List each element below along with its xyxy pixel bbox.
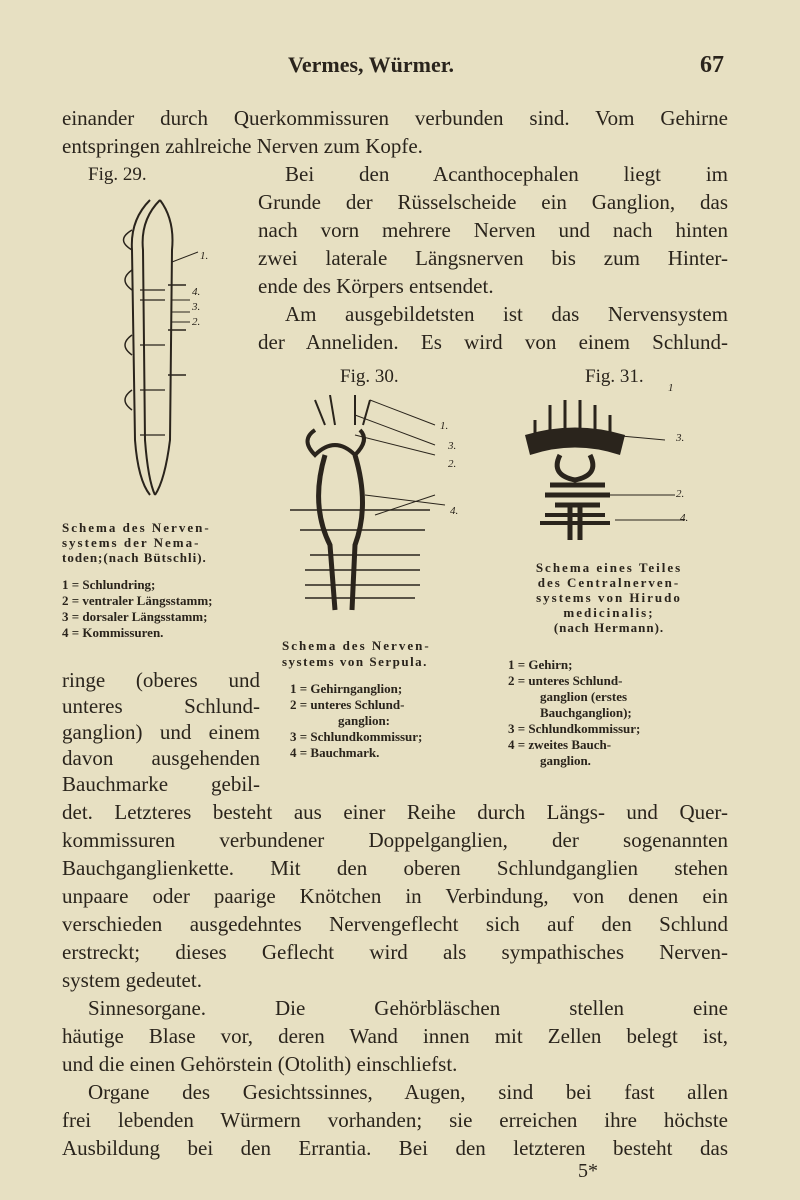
fig30-legend: 2 = unteres Schlund- <box>290 697 405 712</box>
body-line: Am ausgebildetsten ist das Nervensystem <box>285 302 728 326</box>
fig31-legend: 2 = unteres Schlund- <box>508 673 623 688</box>
fig29-legend: 2 = ventraler Längsstamm; <box>62 593 213 608</box>
body-line: entspringen zahlreiche Nerven zum Kopfe. <box>62 134 423 158</box>
fig29-legend: 1 = Schlundring; <box>62 577 156 592</box>
fig30-caption: Schema des Nerven- <box>282 638 431 653</box>
body-line: Bauchmarke gebil- <box>62 772 260 796</box>
body-line: unpaare oder paarige Knötchen in Verbindung, von denen ein <box>62 884 728 908</box>
fig31-caption-line: des Centralnerven- <box>537 575 681 590</box>
fig29-drawing <box>110 190 220 500</box>
body-line: zwei laterale Längsnerven bis zum Hinter- <box>258 246 728 270</box>
fig29-number: 3. <box>192 301 201 313</box>
page-number: 67 <box>700 52 724 78</box>
body-line: Ausbildung bei den Errantia. Bei den letzteren besteht das <box>62 1136 728 1160</box>
fig31-caption-line: medicinalis; <box>563 605 655 620</box>
fig31-label: Fig. 31. <box>585 366 644 387</box>
body-line: unteres Schlund- <box>62 694 260 718</box>
fig31-caption-line: Schema eines Teiles <box>535 560 683 575</box>
fig29-number: 1. <box>200 250 209 262</box>
fig31-number: 1 <box>668 382 674 394</box>
body-line: Organe des Gesichtssinnes, Augen, sind bei fast allen <box>88 1080 728 1104</box>
body-line: verschieden ausgedehntes Nervengeflecht sich auf den Schlund <box>62 912 728 936</box>
fig31-legend: 1 = Gehirn; <box>508 657 573 672</box>
fig31-legend: ganglion (erstes <box>540 689 628 704</box>
fig31-number: 3. <box>676 432 685 444</box>
fig29-legend: 3 = dorsaler Längsstamm; <box>62 609 208 624</box>
fig30-number: 4. <box>450 505 459 517</box>
fig31-legend: 4 = zweites Bauch- <box>508 737 612 752</box>
fig30-legend: 1 = Gehirnganglion; <box>290 681 403 696</box>
fig30-caption: systems von Serpula. <box>282 654 428 669</box>
running-header: Vermes, Würmer. <box>288 52 454 77</box>
fig29-number: 4. <box>192 286 201 298</box>
fig29-label: Fig. 29. <box>88 164 147 185</box>
body-line: häutige Blase vor, deren Wand innen mit Zellen belegt ist, <box>62 1024 728 1048</box>
body-line: Grunde der Rüsselscheide ein Ganglion, das <box>258 190 728 214</box>
fig29-legend: 4 = Kommissuren. <box>62 625 164 640</box>
fig31-legend: ganglion. <box>540 753 591 768</box>
body-line: erstreckt; dieses Geflecht wird als sympathisches Nerven- <box>62 940 728 964</box>
fig31-legend: 3 = Schlundkommissur; <box>508 721 641 736</box>
body-line: Bauchganglienkette. Mit den oberen Schlundganglien stehen <box>62 856 728 880</box>
fig31-legend: Bauchganglion); <box>540 705 632 720</box>
body-line: frei lebenden Würmern vorhanden; sie erreichen ihre höchste <box>62 1108 728 1132</box>
signature-mark: 5* <box>578 1160 598 1182</box>
body-line: der Anneliden. Es wird von einem Schlund- <box>258 330 728 354</box>
body-line: ganglion) und einem <box>62 720 260 744</box>
fig31-caption-line: systems von Hirudo <box>536 590 682 605</box>
fig30-number: 1. <box>440 420 449 432</box>
fig31-number: 4. <box>680 512 689 524</box>
fig29-caption: systems der Nema- <box>62 535 201 550</box>
body-line: system gedeutet. <box>62 968 202 992</box>
fig30-number: 2. <box>448 458 457 470</box>
body-line: ringe (oberes und <box>62 668 260 692</box>
fig30-label: Fig. 30. <box>340 366 399 387</box>
body-line: det. Letzteres besteht aus einer Reihe durch Längs- und Quer- <box>62 800 728 824</box>
fig30-number: 3. <box>448 440 457 452</box>
fig29-caption: toden;(nach Bütschli). <box>62 550 207 565</box>
body-line: nach vorn mehrere Nerven und nach hinten <box>258 218 728 242</box>
body-line: Sinnesorgane. Die Gehörbläschen stellen eine <box>88 996 728 1020</box>
fig30-legend: ganglion: <box>338 713 391 728</box>
fig31-number: 2. <box>676 488 685 500</box>
body-line: ende des Körpers entsendet. <box>258 274 494 298</box>
body-line: und die einen Gehörstein (Otolith) einschliefst. <box>62 1052 458 1076</box>
fig31-drawing <box>505 395 705 545</box>
fig30-legend: 3 = Schlundkommissur; <box>290 729 423 744</box>
fig29-number: 2. <box>192 316 201 328</box>
fig30-legend: 4 = Bauchmark. <box>290 745 380 760</box>
fig29-caption: Schema des Nerven- <box>62 520 211 535</box>
body-line: davon ausgehenden <box>62 746 260 770</box>
body-line: kommissuren verbundener Doppelganglien, der sogenannten <box>62 828 728 852</box>
body-line: einander durch Querkommissuren verbunden sind. Vom Gehirne <box>62 106 728 130</box>
fig31-caption <box>498 560 720 635</box>
body-line: Bei den Acanthocephalen liegt im <box>285 162 728 186</box>
fig31-caption-line: (nach Hermann). <box>553 620 665 635</box>
